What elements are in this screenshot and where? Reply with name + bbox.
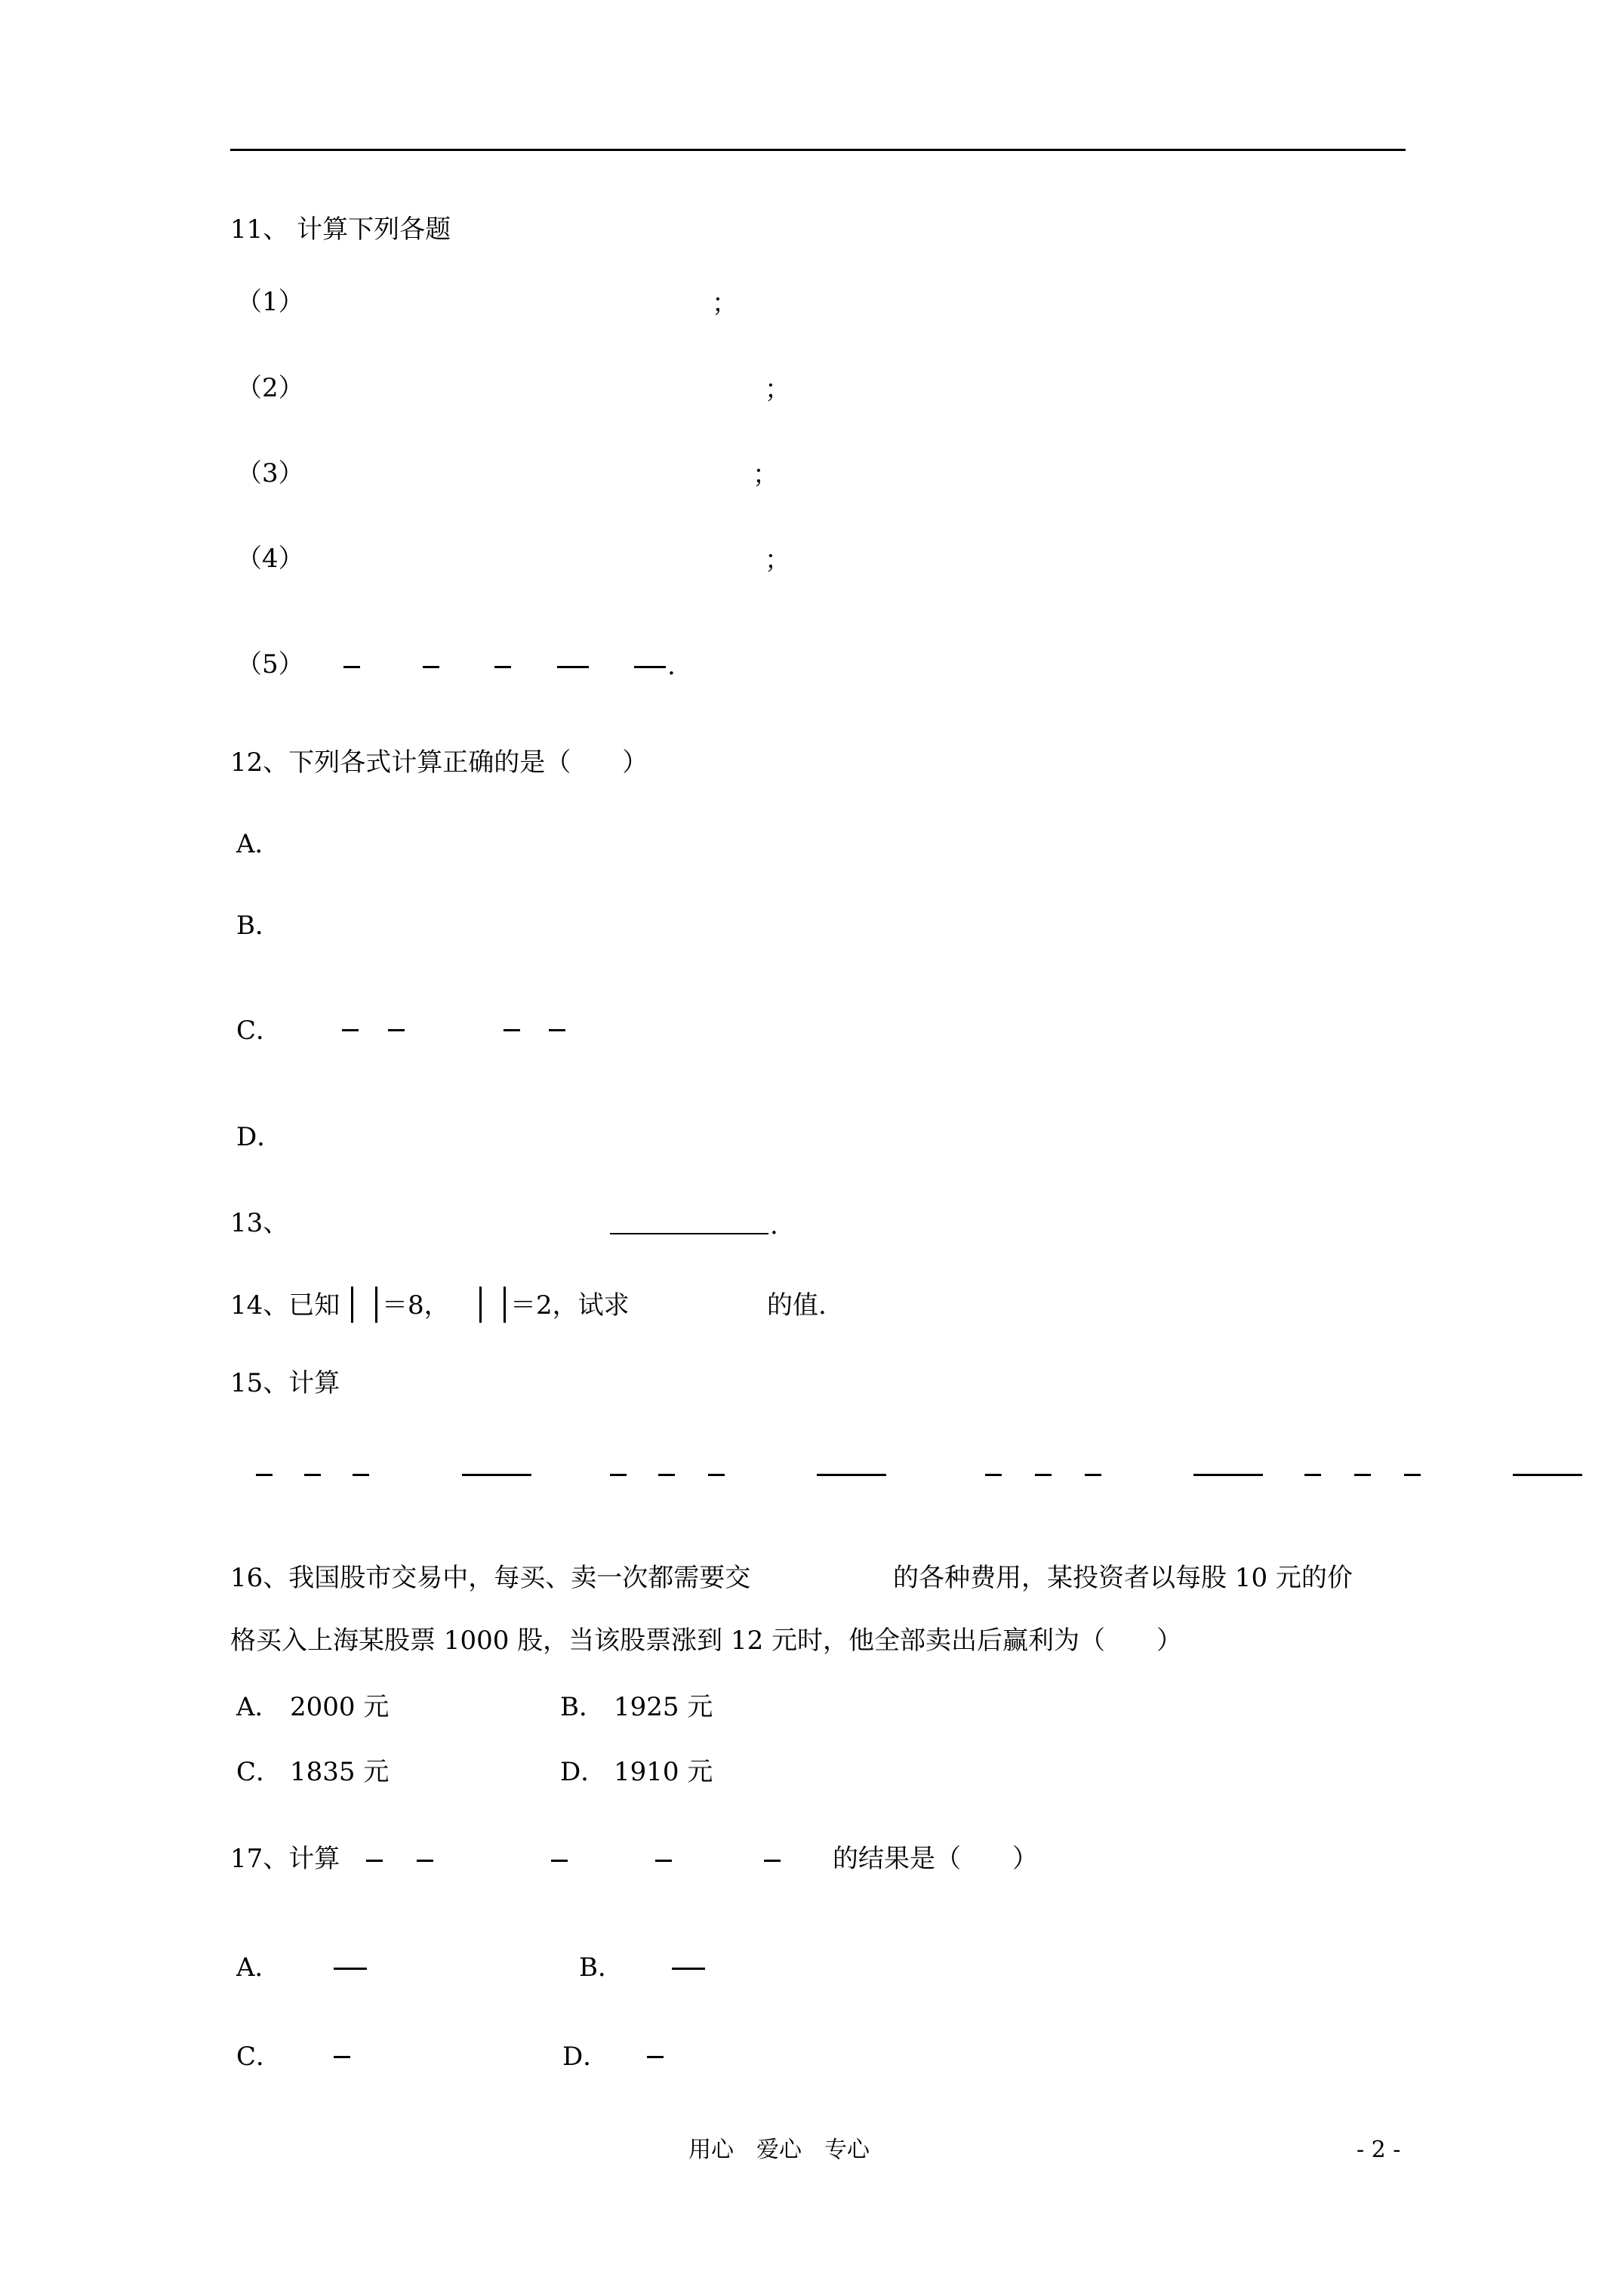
fraction-bar: [343, 666, 360, 668]
q12-option-c: C．: [236, 1015, 282, 1046]
q16-option-d-letter: D．: [560, 1757, 607, 1787]
fraction-bar: [423, 666, 439, 668]
q11-item-5-label: （5）: [236, 649, 304, 680]
fraction-bar: [1035, 1474, 1052, 1476]
q11-item-5-end: .: [667, 651, 676, 681]
fraction-bar: [1354, 1474, 1371, 1476]
fraction-bar: [494, 666, 511, 668]
q14-eq1: ＝8，: [382, 1290, 450, 1321]
page-number: - 2 -: [1357, 2137, 1401, 2163]
q13-number: 13、: [230, 1208, 289, 1238]
q14-suffix: 的值.: [767, 1290, 827, 1321]
q17-option-d: D．: [562, 2042, 609, 2072]
q13-end: .: [770, 1210, 778, 1240]
fraction-bar: [817, 1474, 886, 1476]
q14-prefix: 14、已知: [230, 1290, 340, 1321]
fraction-bar: [388, 1029, 405, 1031]
fraction-bar: [504, 1029, 520, 1031]
fraction-bar: [708, 1474, 725, 1476]
q12-option-b: B．: [236, 911, 281, 941]
q17-prefix: 17、计算: [230, 1844, 340, 1874]
fraction-bar: [1085, 1474, 1101, 1476]
q12-option-a: A．: [236, 829, 281, 859]
fraction-bar: [557, 666, 589, 668]
fraction-bar: [1193, 1474, 1263, 1476]
fraction-bar: [1304, 1474, 1321, 1476]
answer-blank: [610, 1233, 768, 1234]
fraction-bar: [304, 1474, 321, 1476]
fraction-bar: [764, 1860, 781, 1862]
absolute-value-bar: [479, 1287, 482, 1323]
fraction-bar: [342, 1029, 359, 1031]
fraction-bar: [1404, 1474, 1421, 1476]
q11-title: 11、 计算下列各题: [230, 214, 451, 245]
fraction-bar: [634, 666, 666, 668]
q16-option-c-value: 1835 元: [290, 1757, 390, 1787]
q11-item-1-label: （1）: [236, 287, 304, 317]
q11-item-1-end: ；: [712, 288, 738, 319]
fraction-bar: [334, 2056, 350, 2058]
q16-option-a-letter: A．: [236, 1692, 281, 1722]
fraction-bar: [256, 1474, 273, 1476]
fraction-bar: [334, 1968, 367, 1970]
fraction-bar: [647, 2056, 664, 2058]
absolute-value-bar: [375, 1287, 377, 1323]
q16-option-c-letter: C．: [236, 1757, 282, 1787]
fraction-bar: [658, 1474, 675, 1476]
q17-suffix: 的结果是（ ）: [833, 1844, 1038, 1874]
footer-motto: 用心 爱心 专心: [688, 2137, 870, 2163]
q16-option-b-letter: B．: [560, 1692, 605, 1722]
q16-line1-end: 的各种费用，某投资者以每股 10 元的价: [893, 1563, 1353, 1593]
fraction-bar: [462, 1474, 531, 1476]
fraction-bar: [1513, 1474, 1582, 1476]
q16-option-a-value: 2000 元: [290, 1692, 390, 1722]
fraction-bar: [610, 1474, 627, 1476]
q16-option-d-value: 1910 元: [614, 1757, 713, 1787]
q11-item-3-end: ；: [753, 460, 778, 490]
q14-eq2: ＝2，试求: [510, 1290, 630, 1321]
fraction-bar: [985, 1474, 1002, 1476]
fraction-bar: [366, 1860, 383, 1862]
q17-option-c: C．: [236, 2042, 282, 2072]
q17-option-a: A．: [236, 1952, 281, 1983]
absolute-value-bar: [351, 1287, 353, 1323]
q17-option-b: B．: [579, 1952, 624, 1983]
q12-title: 12、下列各式计算正确的是（ ）: [230, 747, 648, 778]
q15-title: 15、计算: [230, 1368, 340, 1398]
header-rule: [230, 149, 1406, 151]
q11-item-4-end: ；: [765, 545, 790, 575]
fraction-bar: [655, 1860, 672, 1862]
fraction-bar: [353, 1474, 369, 1476]
fraction-bar: [417, 1860, 433, 1862]
fraction-bar: [549, 1029, 565, 1031]
fraction-bar: [551, 1860, 568, 1862]
q11-item-4-label: （4）: [236, 544, 304, 574]
q11-item-2-end: ；: [765, 374, 790, 405]
fraction-bar: [672, 1968, 705, 1970]
q11-item-2-label: （2）: [236, 373, 304, 403]
q11-item-3-label: （3）: [236, 458, 304, 488]
q16-option-b-value: 1925 元: [614, 1692, 713, 1722]
q16-line1-start: 16、我国股市交易中，每买、卖一次都需要交: [230, 1563, 751, 1593]
q16-line2: 格买入上海某股票 1000 股，当该股票涨到 12 元时，他全部卖出后赢利为（ ）: [230, 1626, 1183, 1656]
absolute-value-bar: [504, 1287, 506, 1323]
q12-option-d: D．: [236, 1122, 283, 1152]
